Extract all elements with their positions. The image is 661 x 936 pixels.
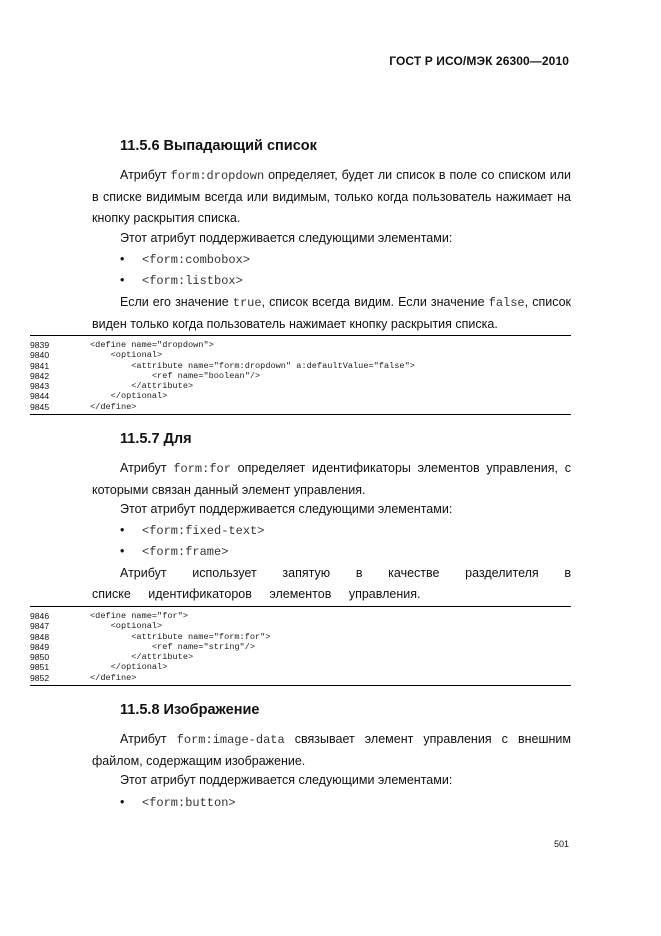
section-heading-for: 11.5.7 Для: [120, 431, 192, 447]
code-line: 9852 </define>: [30, 672, 137, 683]
section-heading-image: 11.5.8 Изображение: [120, 702, 260, 718]
code-line: 9839 <define name="dropdown">: [30, 340, 214, 350]
paragraph-dropdown-values: Если его значение true, список всегда видим. Если значение false, список виден только когда пользователь нажимает кнопку раскрытия списка.: [92, 295, 572, 331]
code-listing-dropdown: [30, 335, 571, 415]
paragraph-for-intro: Атрибут form:for определяет идентификаторы элементов управления, с которыми связан данный элемент управления.: [92, 461, 571, 497]
code-line: 9851 </optional>: [30, 662, 168, 673]
code-line: 9849 <ref name="string"/>: [30, 641, 256, 652]
paragraph-supported-image: Этот атрибут поддерживается следующими элементами:: [120, 773, 453, 787]
bullet-item: • <form:button>: [120, 795, 236, 810]
page-number: 501: [553, 839, 569, 849]
code-form-for: form:for: [173, 462, 231, 476]
paragraph-supported-dropdown: Этот атрибут поддерживается следующими элементами:: [120, 231, 453, 245]
paragraph-dropdown-intro: Атрибут form:dropdown определяет, будет ли список в поле со списком или в списке видимым всегда или видимым, только когда пользователь нажимает на кнопку раскрытия списка.: [92, 168, 571, 225]
code-line: 9845 </define>: [30, 401, 137, 412]
code-line: 9847 <optional>: [30, 621, 163, 632]
document-header: ГОСТ Р ИСО/МЭК 26300—2010: [389, 54, 569, 68]
code-line: 9840 <optional>: [30, 350, 163, 361]
code-listing-for: [30, 606, 571, 686]
code-line: 9846 <define name="for">: [30, 611, 188, 621]
code-line: 9841 <attribute name="form:dropdown" a:defaultValue="false">: [30, 360, 415, 371]
code-line: 9842 <ref name="boolean"/>: [30, 370, 261, 381]
code-line: 9850 </attribute>: [30, 652, 194, 663]
code-line: 9848 <attribute name="form:for">: [30, 631, 271, 642]
bullet-item: • <form:frame>: [120, 544, 229, 559]
code-form-dropdown: form:dropdown: [170, 169, 265, 183]
paragraph-for-separator: Атрибут использует запятую в качестве разделителя в списке идентификаторов элементов управления.: [92, 566, 571, 601]
bullet-item: • <form:combobox>: [120, 252, 251, 267]
code-line: 9844 </optional>: [30, 391, 168, 402]
bullet-item: • <form:fixed-text>: [120, 523, 265, 538]
paragraph-image-intro: Атрибут form:image-data связывает элемент управления с внешним файлом, содержащим изображение.: [92, 732, 572, 768]
section-heading-dropdown: 11.5.6 Выпадающий список: [120, 138, 317, 154]
code-form-image-data: form:image-data: [176, 733, 285, 747]
code-line: 9843 </attribute>: [30, 381, 194, 392]
bullet-item: • <form:listbox>: [120, 273, 243, 288]
paragraph-supported-for: Этот атрибут поддерживается следующими элементами:: [120, 502, 453, 516]
